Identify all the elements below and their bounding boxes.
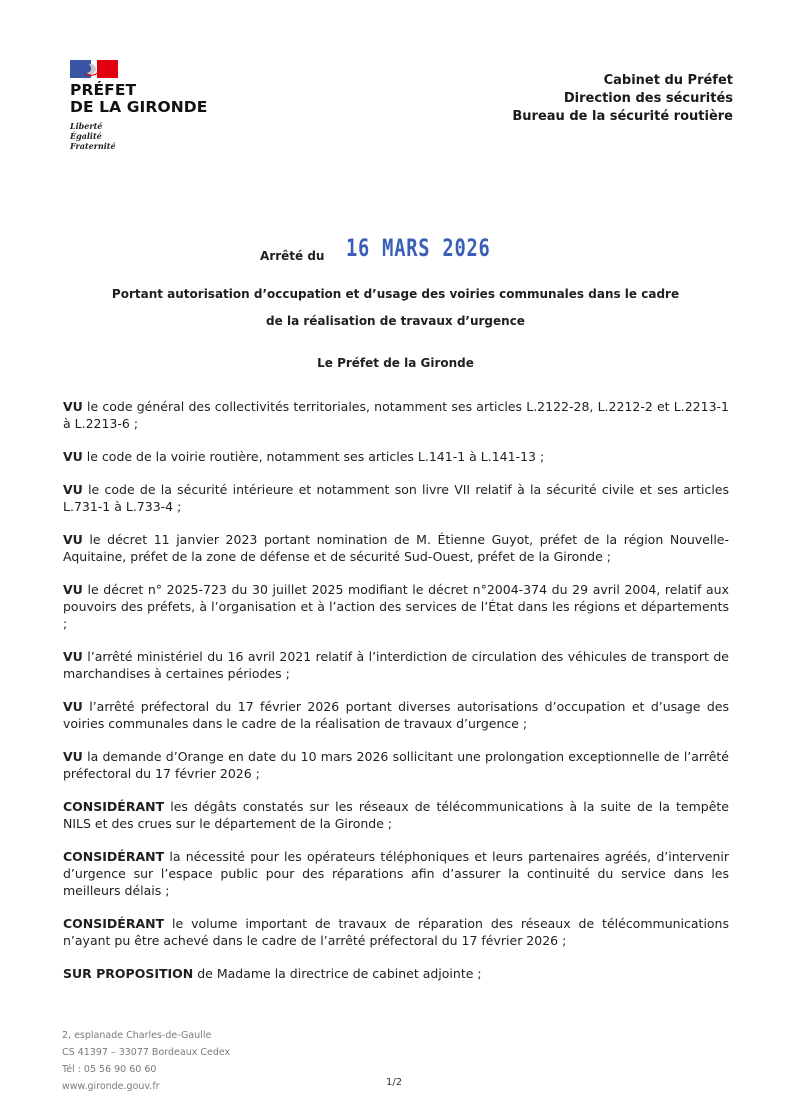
footer-address	[62, 1027, 230, 1095]
decree-subject	[0, 281, 791, 335]
recital-keyword: CONSIDÉRANT	[63, 916, 165, 931]
recital-text: l’arrêté ministériel du 16 avril 2021 relatif à l’interdiction de circulation des véhicules de transport de marchandises à certaines périodes ;	[63, 649, 729, 681]
recital-paragraph	[63, 481, 729, 515]
footer-street: 2, esplanade Charles-de-Gaulle	[62, 1030, 212, 1041]
recital-keyword: VU	[63, 699, 83, 714]
recital-keyword: VU	[63, 532, 83, 547]
recital-paragraph	[63, 698, 729, 732]
recital-text: le code de la voirie routière, notamment ses articles L.141-1 à L.141-13 ;	[82, 449, 545, 464]
marianne-flag-icon	[70, 60, 118, 78]
issuing-service	[512, 72, 733, 126]
motto-egalite: Égalité	[70, 131, 102, 141]
recital-keyword: VU	[63, 649, 83, 664]
decree-date-label: Arrêté du	[260, 249, 325, 263]
logo-line-gironde: DE LA GIRONDE	[70, 98, 208, 116]
recital-keyword: CONSIDÉRANT	[63, 849, 165, 864]
service-cabinet: Cabinet du Préfet	[603, 73, 733, 88]
recital-text: la demande d’Orange en date du 10 mars 2026 sollicitant une prolongation exceptionnelle de l’arrêté préfectoral du 17 février 2026 ;	[63, 749, 729, 781]
republic-motto	[70, 121, 207, 151]
recital-paragraph	[63, 531, 729, 565]
recital-paragraph	[63, 448, 729, 465]
recital-keyword: VU	[63, 482, 83, 497]
recital-keyword: VU	[63, 399, 83, 414]
recitals	[63, 398, 729, 998]
recital-paragraph	[63, 848, 729, 899]
recital-paragraph	[63, 581, 729, 632]
recital-paragraph	[63, 398, 729, 432]
recital-text: de Madame la directrice de cabinet adjointe ;	[193, 966, 482, 981]
recital-keyword: VU	[63, 582, 83, 597]
recital-text: les dégâts constatés sur les réseaux de télécommunications à la suite de la tempête NILS et des crues sur le département de la Gironde ;	[63, 799, 729, 831]
recital-keyword: CONSIDÉRANT	[63, 799, 165, 814]
motto-fraternite: Fraternité	[70, 141, 116, 151]
recital-keyword: SUR PROPOSITION	[63, 966, 194, 981]
recital-paragraph	[63, 798, 729, 832]
page-number: 1/2	[386, 1077, 403, 1088]
footer-phone: Tél : 05 56 90 60 60	[62, 1064, 157, 1075]
service-bureau: Bureau de la sécurité routière	[512, 109, 733, 124]
decree-date-line	[0, 234, 791, 266]
service-direction: Direction des sécurités	[563, 91, 733, 106]
recital-paragraph	[63, 748, 729, 782]
recital-text: le volume important de travaux de réparation des réseaux de télécommunications n’ayant pu être achevé dans le cadre de l’arrêté préfectoral du 17 février 2026 ;	[63, 916, 729, 948]
recital-text: la nécessité pour les opérateurs téléphoniques et leurs partenaires agréés, d’intervenir d’urgence sur l’espace public pour des réparations afin d’assurer la continuité du service dans les meilleurs délais ;	[63, 849, 729, 898]
recital-text: le code de la sécurité intérieure et notamment son livre VII relatif à la sécurité civile et ses articles L.731-1 à L.733-4 ;	[63, 482, 729, 514]
subject-line-1: Portant autorisation d’occupation et d’usage des voiries communales dans le cadre	[111, 287, 680, 301]
logo-line-prefet: PRÉFET	[70, 81, 137, 99]
prefet-title: Le Préfet de la Gironde	[317, 356, 474, 370]
recital-text: le décret 11 janvier 2023 portant nomination de M. Étienne Guyot, préfet de la région Nouvelle-Aquitaine, préfet de la zone de défense et de sécurité Sud-Ouest, préfet de la Gironde ;	[63, 532, 729, 564]
recital-keyword: VU	[63, 449, 83, 464]
recital-keyword: VU	[63, 749, 83, 764]
footer-website: www.gironde.gouv.fr	[62, 1081, 160, 1092]
footer-postal: CS 41397 – 33077 Bordeaux Cedex	[62, 1047, 231, 1058]
recital-text: l’arrêté préfectoral du 17 février 2026 portant diverses autorisations d’occupation et d’usage des voiries communales dans le cadre de la réalisation de travaux d’urgence ;	[63, 699, 729, 731]
recital-paragraph	[63, 648, 729, 682]
recital-text: le code général des collectivités territoriales, notamment ses articles L.2122-28, L.2212-2 et L.2213-1 à L.2213-6 ;	[63, 399, 729, 431]
subject-line-2: de la réalisation de travaux d’urgence	[266, 314, 525, 328]
motto-liberte: Liberté	[70, 121, 103, 131]
date-stamp: 16 MARS 2026	[345, 234, 491, 262]
recital-paragraph	[63, 915, 729, 949]
prefecture-logo	[70, 60, 207, 151]
recital-text: le décret n° 2025-723 du 30 juillet 2025 modifiant le décret n°2004-374 du 29 avril 2004, relatif aux pouvoirs des préfets, à l’organisation et à l’action des services de l’État dans les régions et départements ;	[63, 582, 729, 631]
recital-paragraph	[63, 965, 729, 982]
